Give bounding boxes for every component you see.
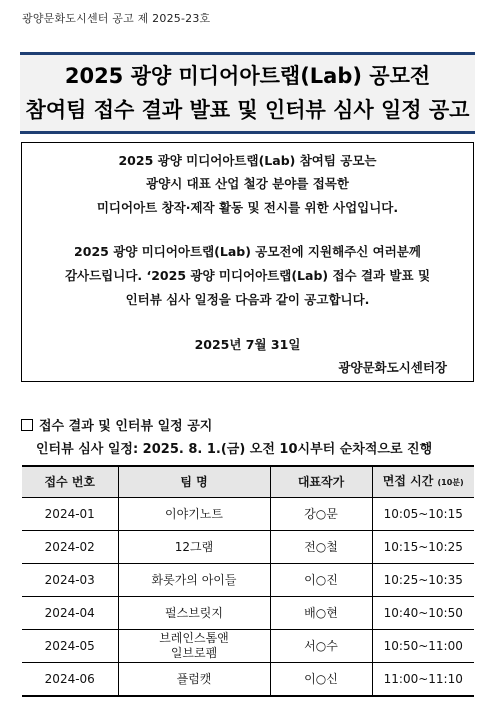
- intro-date: 2025년 7월 31일: [194, 337, 301, 352]
- cell-team-line-1: 브레인스톰앤: [159, 631, 229, 645]
- cell-time: 10:40~10:50: [372, 597, 474, 630]
- table-row: [22, 597, 474, 630]
- header-rep: 대표작가: [270, 466, 372, 498]
- cell-team: 플럼캣: [118, 663, 270, 697]
- header-time-label: 면접 시간: [382, 474, 434, 488]
- intro-issuer: 광양문화도시센터장: [338, 360, 447, 375]
- title-band: [20, 52, 475, 134]
- cell-team: 화롯가의 아이들: [118, 564, 270, 597]
- table-row: [22, 498, 474, 531]
- cell-rep: 이○신: [270, 663, 372, 697]
- intro-line-1: 2025 광양 미디어아트랩(Lab) 참여팀 공모는: [118, 153, 377, 168]
- cell-team: 12그램: [118, 531, 270, 564]
- table-row: [22, 564, 474, 597]
- cell-time: 10:15~10:25: [372, 531, 474, 564]
- cell-rep: 이○진: [270, 564, 372, 597]
- title-line-2: 참여팀 접수 결과 발표 및 인터뷰 심사 일정 공고: [25, 98, 470, 122]
- checkbox-icon: [21, 419, 33, 431]
- cell-team-line-2: 일브로펨: [170, 646, 218, 660]
- table-row: [22, 663, 474, 697]
- header-time: [372, 466, 474, 498]
- cell-time: 10:05~10:15: [372, 498, 474, 531]
- intro-line-4: 2025 광양 미디어아트랩(Lab) 공모전에 지원해주신 여러분께: [74, 244, 421, 259]
- header-number: 접수 번호: [22, 466, 118, 498]
- notice-number: 광양문화도시센터 공고 제 2025-23호: [22, 12, 211, 25]
- table-header-row: [22, 466, 474, 498]
- interview-schedule-text: 인터뷰 심사 일정: 2025. 8. 1.(금) 오전 10시부터 순차적으로 진행: [36, 442, 433, 457]
- cell-number: 2024-03: [22, 564, 118, 597]
- cell-rep: 강○문: [270, 498, 372, 531]
- cell-number: 2024-04: [22, 597, 118, 630]
- cell-team: [118, 630, 270, 663]
- cell-time: 11:00~11:10: [372, 663, 474, 697]
- table-row: [22, 531, 474, 564]
- intro-line-3: 미디어아트 창작·제작 활동 및 전시를 위한 사업입니다.: [96, 200, 399, 215]
- section-heading: [21, 415, 212, 434]
- header-time-note: (10분): [437, 478, 464, 487]
- section-heading-text: 접수 결과 및 인터뷰 일정 공지: [39, 419, 213, 434]
- header-team: 팀 명: [118, 466, 270, 498]
- cell-rep: 서○수: [270, 630, 372, 663]
- cell-rep: 배○현: [270, 597, 372, 630]
- cell-team: 펄스브릿지: [118, 597, 270, 630]
- table-row: [22, 630, 474, 663]
- cell-time: 10:25~10:35: [372, 564, 474, 597]
- cell-rep: 전○철: [270, 531, 372, 564]
- cell-number: 2024-01: [22, 498, 118, 531]
- intro-line-5: 감사드립니다. ‘2025 광양 미디어아트랩(Lab) 접수 결과 발표 및: [64, 268, 431, 283]
- intro-line-6: 인터뷰 심사 일정을 다음과 같이 공고합니다.: [125, 292, 370, 307]
- title-line-1: 2025 광양 미디어아트랩(Lab) 공모전: [64, 64, 431, 88]
- intro-box: [21, 142, 474, 382]
- cell-number: 2024-06: [22, 663, 118, 697]
- intro-line-2: 광양시 대표 산업 철강 분야를 접목한: [146, 176, 349, 191]
- cell-number: 2024-02: [22, 531, 118, 564]
- interview-schedule-table: [22, 465, 474, 697]
- cell-team: 이야기노트: [118, 498, 270, 531]
- cell-number: 2024-05: [22, 630, 118, 663]
- cell-time: 10:50~11:00: [372, 630, 474, 663]
